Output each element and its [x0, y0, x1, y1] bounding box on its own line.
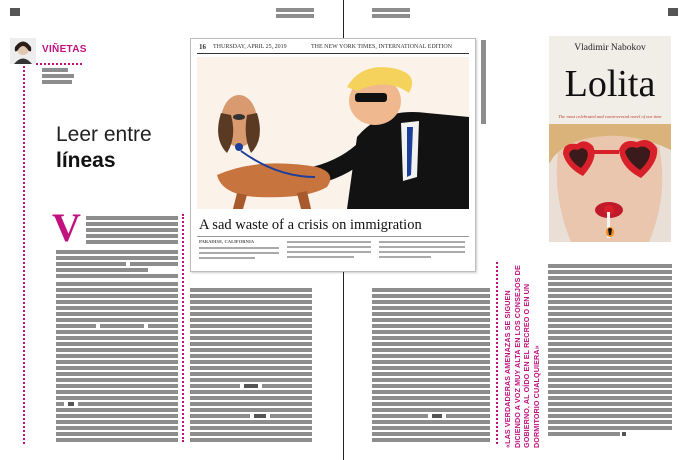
newspaper-masthead: THE NEW YORK TIMES, INTERNATIONAL EDITION	[311, 44, 452, 50]
byline-bar-2	[42, 74, 74, 78]
editorial-cartoon	[197, 57, 469, 209]
book-author: Vladimir Nabokov	[574, 43, 646, 53]
byline-bar-3	[42, 80, 72, 84]
drop-cap: V	[52, 205, 81, 250]
newspaper-column-3-lines	[379, 241, 465, 263]
text-column-2	[190, 288, 312, 442]
pull-quote	[503, 262, 541, 448]
page-corner-mark-left	[10, 8, 20, 16]
book-title: Lolita	[564, 63, 656, 105]
newspaper-rule	[197, 53, 469, 54]
header-bar-left	[276, 8, 314, 12]
author-avatar	[10, 38, 36, 64]
article-title-line2: líneas	[56, 149, 116, 172]
column-dotted-rule	[182, 214, 184, 442]
newspaper-dateline: PARADISE, CALIFORNIA	[199, 239, 255, 244]
text-column-4	[548, 264, 672, 442]
text-column-3	[372, 288, 490, 442]
left-dotted-rule	[23, 66, 25, 444]
newspaper-clipping	[190, 38, 476, 272]
pull-quote-text: «LAS VERDADERAS AMENAZAS SE SIGUEN DICIENDO A VOZ MUY ALTA EN LOS CONSEJOS DE GOBIERNO, AL OÍDO EN EL RECREO O EN UN DORMITORIO CUALQUIERA»	[503, 265, 541, 448]
header-bar-right	[372, 8, 410, 12]
newspaper-column-1	[199, 239, 279, 245]
newspaper-column-2-lines	[287, 241, 371, 263]
newspaper-headline: A sad waste of a crisis on immigration	[199, 217, 422, 233]
byline-bar-1	[42, 68, 68, 72]
newspaper-page-number: 16	[199, 43, 206, 51]
newspaper-headline-rule	[197, 236, 469, 237]
right-column-dotted-rule	[496, 262, 498, 444]
section-dotted-rule	[36, 63, 82, 65]
section-label: VIÑETAS	[42, 44, 87, 55]
book-subtitle: The most celebrated and controversial novel of our time	[558, 114, 662, 119]
book-cover	[549, 36, 671, 242]
header-bar-right-2	[372, 14, 410, 18]
page-corner-mark-right	[668, 8, 678, 16]
book-cover-photo	[549, 124, 671, 242]
newspaper-column-1-lines	[199, 247, 279, 265]
text-column-1	[56, 216, 178, 442]
header-bar-left-2	[276, 14, 314, 18]
article-title-line1: Leer entre	[56, 123, 152, 146]
newspaper-date: THURSDAY, APRIL 25, 2019	[213, 44, 287, 50]
vertical-marker-bar	[481, 40, 486, 124]
